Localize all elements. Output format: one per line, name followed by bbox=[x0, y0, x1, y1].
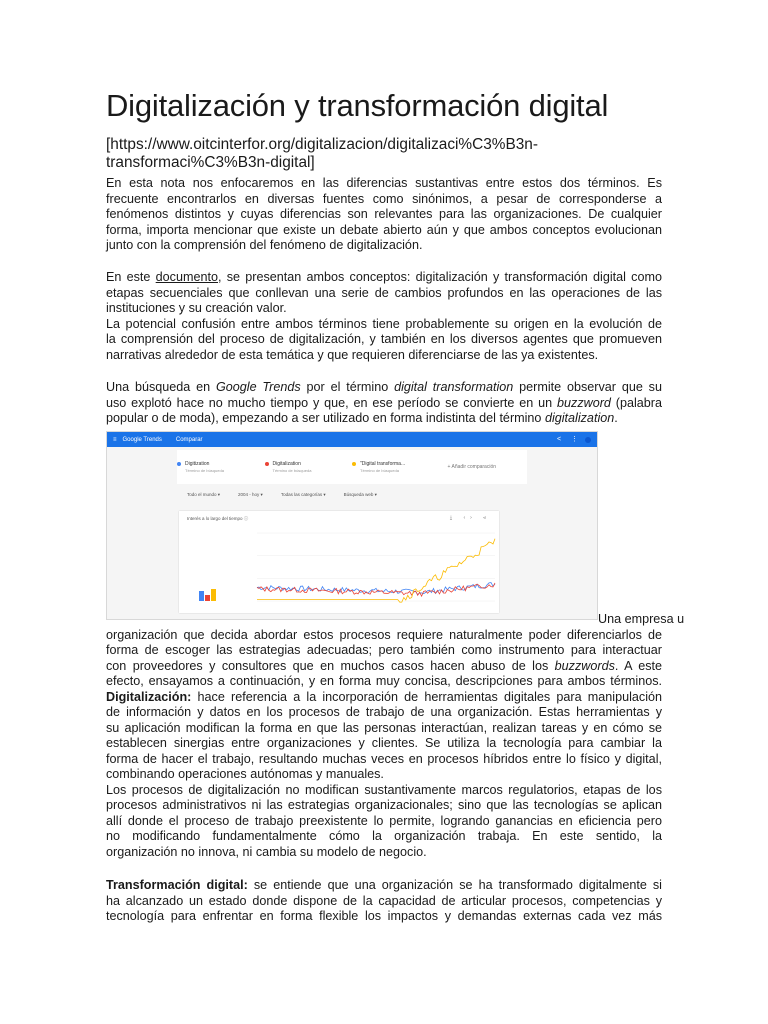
share-icon: < bbox=[557, 435, 562, 443]
document-title: Digitalización y transformación digital bbox=[106, 88, 609, 123]
text-line: de información y datos en los procesos de trabajo de una organización. Estas herramientas y bbox=[106, 705, 662, 719]
text-line: efecto, ensayamos a continuación, y en forma muy concisa, descripciones para ambos términos. bbox=[106, 674, 662, 688]
google-trends-screenshot bbox=[106, 431, 598, 620]
text-line: Una búsqueda en Google Trends por el término digital transformation permite observar que su bbox=[106, 380, 662, 394]
interest-over-time-card bbox=[179, 511, 499, 613]
text-line: ha alcanzado un estado donde dispone de la capacidad de articular procesos, competencias y bbox=[106, 893, 662, 908]
card-icons: ⤓ ‹› ⋖ bbox=[449, 515, 491, 521]
text-line: forma de escoger las estrategias adecuadas; pero también como instrumento para interactuar bbox=[106, 643, 662, 657]
term-item: Digitalization Término de búsqueda bbox=[265, 461, 353, 473]
tab-compare: Comparar bbox=[175, 436, 203, 443]
avatar bbox=[585, 437, 591, 443]
trends-app-bar bbox=[107, 432, 597, 447]
filter: Todas las categorías ▾ bbox=[280, 492, 326, 497]
menu-icon: ≡ bbox=[113, 436, 117, 443]
term-item: Digitization Término de búsqueda bbox=[177, 461, 265, 473]
filter: 2004 - hoy ▾ bbox=[238, 492, 263, 497]
text-line: tecnología para enfrentar en forma flexible los impactos y demandas externas cada vez más bbox=[106, 909, 662, 923]
text-line: En este documento, se presentan ambos conceptos: digitalización y transformación digital como bbox=[106, 270, 662, 284]
text-line: organización no innova, ni cambia su modelo de negocio. bbox=[106, 844, 427, 859]
text-line: forma, importa mencionar que existe un debate abierto aún y que ambos conceptos evolucionan bbox=[106, 222, 662, 237]
card-title: Interés a lo largo del tiempo ⓘ bbox=[187, 516, 249, 521]
apps-icon: ⋮ bbox=[571, 435, 578, 443]
paragraph-transformacion bbox=[106, 878, 662, 925]
paragraph-intro bbox=[106, 176, 662, 254]
text-line: Una empresa u bbox=[598, 612, 685, 626]
text-line: instituciones y su creación valor. bbox=[106, 301, 287, 315]
average-bar bbox=[205, 595, 210, 601]
term-dot bbox=[352, 462, 356, 466]
text-line: La potencial confusión entre ambos términos tiene probablemente su origen en la evolución de bbox=[106, 316, 662, 331]
text-line: con proveedores y consultores que en muchos casos hacen abuso de los buzzwords. A este bbox=[106, 658, 663, 673]
term-dot bbox=[265, 462, 269, 466]
trend-line bbox=[257, 539, 495, 603]
text-line: su aplicación modifican la forma en que las personas interactúan, realizan tareas y en cómo se bbox=[106, 720, 662, 735]
documento-link[interactable]: documento bbox=[155, 270, 218, 284]
trend-line bbox=[257, 583, 495, 595]
term-dot bbox=[177, 462, 181, 466]
app-name: Google Trends bbox=[122, 436, 162, 443]
text-line: forma de hacer el trabajo, resultando muchas veces en procesos híbridos entre lo físico y digital, bbox=[106, 751, 662, 766]
text-line: junto con la comprensión del fenómeno de digitalización. bbox=[106, 238, 423, 252]
text-line: Los procesos de digitalización no modifican sustantivamente marcos regulatorios, etapas de los bbox=[106, 782, 662, 797]
paragraph-empresa bbox=[106, 612, 685, 860]
text-line: organización que decida abordar estos procesos requiere naturalmente poder diferenciarlos de bbox=[106, 627, 662, 642]
text-line: fenómenos distintos y cuyas diferencias son relevantes para las organizaciones. De cualquier bbox=[106, 207, 662, 221]
trends-filters bbox=[187, 492, 597, 498]
text-line: Digitalización: hace referencia a la incorporación de herramientas digitales para manipulación bbox=[106, 689, 662, 704]
text-line: uso explotó hace no mucho tiempo y que, en ese período se convierte en un buzzword (palabra bbox=[106, 395, 662, 410]
text-line: combinando operaciones autónomas y manuales. bbox=[106, 767, 384, 781]
text-line: En esta nota nos enfocaremos en las diferencias sustantivas entre estos dos términos. Es bbox=[106, 176, 662, 190]
add-comparison: + Añadir comparación bbox=[447, 464, 497, 470]
text-line: allí donde el proceso de trabajo preexistente lo permite, logrando ganancias en eficiencia pero bbox=[106, 813, 662, 828]
text-line: frecuente encontrarlos en diversas fuentes como sinónimos, a pesar de corresponderse a bbox=[106, 191, 662, 206]
filter: Búsqueda web ▾ bbox=[343, 492, 377, 497]
paragraph-google-trends bbox=[106, 380, 662, 427]
trends-terms-bar bbox=[177, 450, 527, 484]
text-line: no modificando fundamentalmente cómo la organización trabaja. En este sentido, la bbox=[106, 829, 662, 843]
text-line: procesos administrativos ni las estrategias organizacionales; sino que las tecnologías se aplican bbox=[106, 798, 662, 812]
trend-line bbox=[257, 583, 495, 596]
text-line: narrativas alrededor de esta temática y que requieren diferenciarse de las ya existentes. bbox=[106, 347, 599, 362]
text-line: popular o de moda), empezando a ser utilizado en forma indistinta del término digitalization. bbox=[106, 411, 618, 425]
text-line: etapas secuenciales que conllevan una serie de cambios profundos en las operaciones de las bbox=[106, 285, 662, 300]
source-url: [https://www.oitcinterfor.org/digitalizacion/digitalizaci%C3%B3n-transformaci%C3%B3n-digital] bbox=[106, 136, 538, 171]
paragraph-document bbox=[106, 270, 662, 363]
text-line: establecen sinergias entre organizaciones y clientes. Se utiliza la tecnología para cambiar la bbox=[106, 736, 662, 750]
average-bar bbox=[211, 589, 216, 601]
text-line: Transformación digital: se entiende que una organización se ha transformado digitalmente si bbox=[106, 878, 662, 892]
filter: Todo el mundo ▾ bbox=[187, 492, 221, 497]
average-bar bbox=[199, 591, 204, 601]
text-line: la comprensión del proceso de digitalización, y también en los diversos agentes que promueven bbox=[106, 332, 662, 346]
term-item: "Digital transforma... Término de búsqueda bbox=[352, 461, 440, 473]
trend-plot bbox=[179, 511, 499, 613]
